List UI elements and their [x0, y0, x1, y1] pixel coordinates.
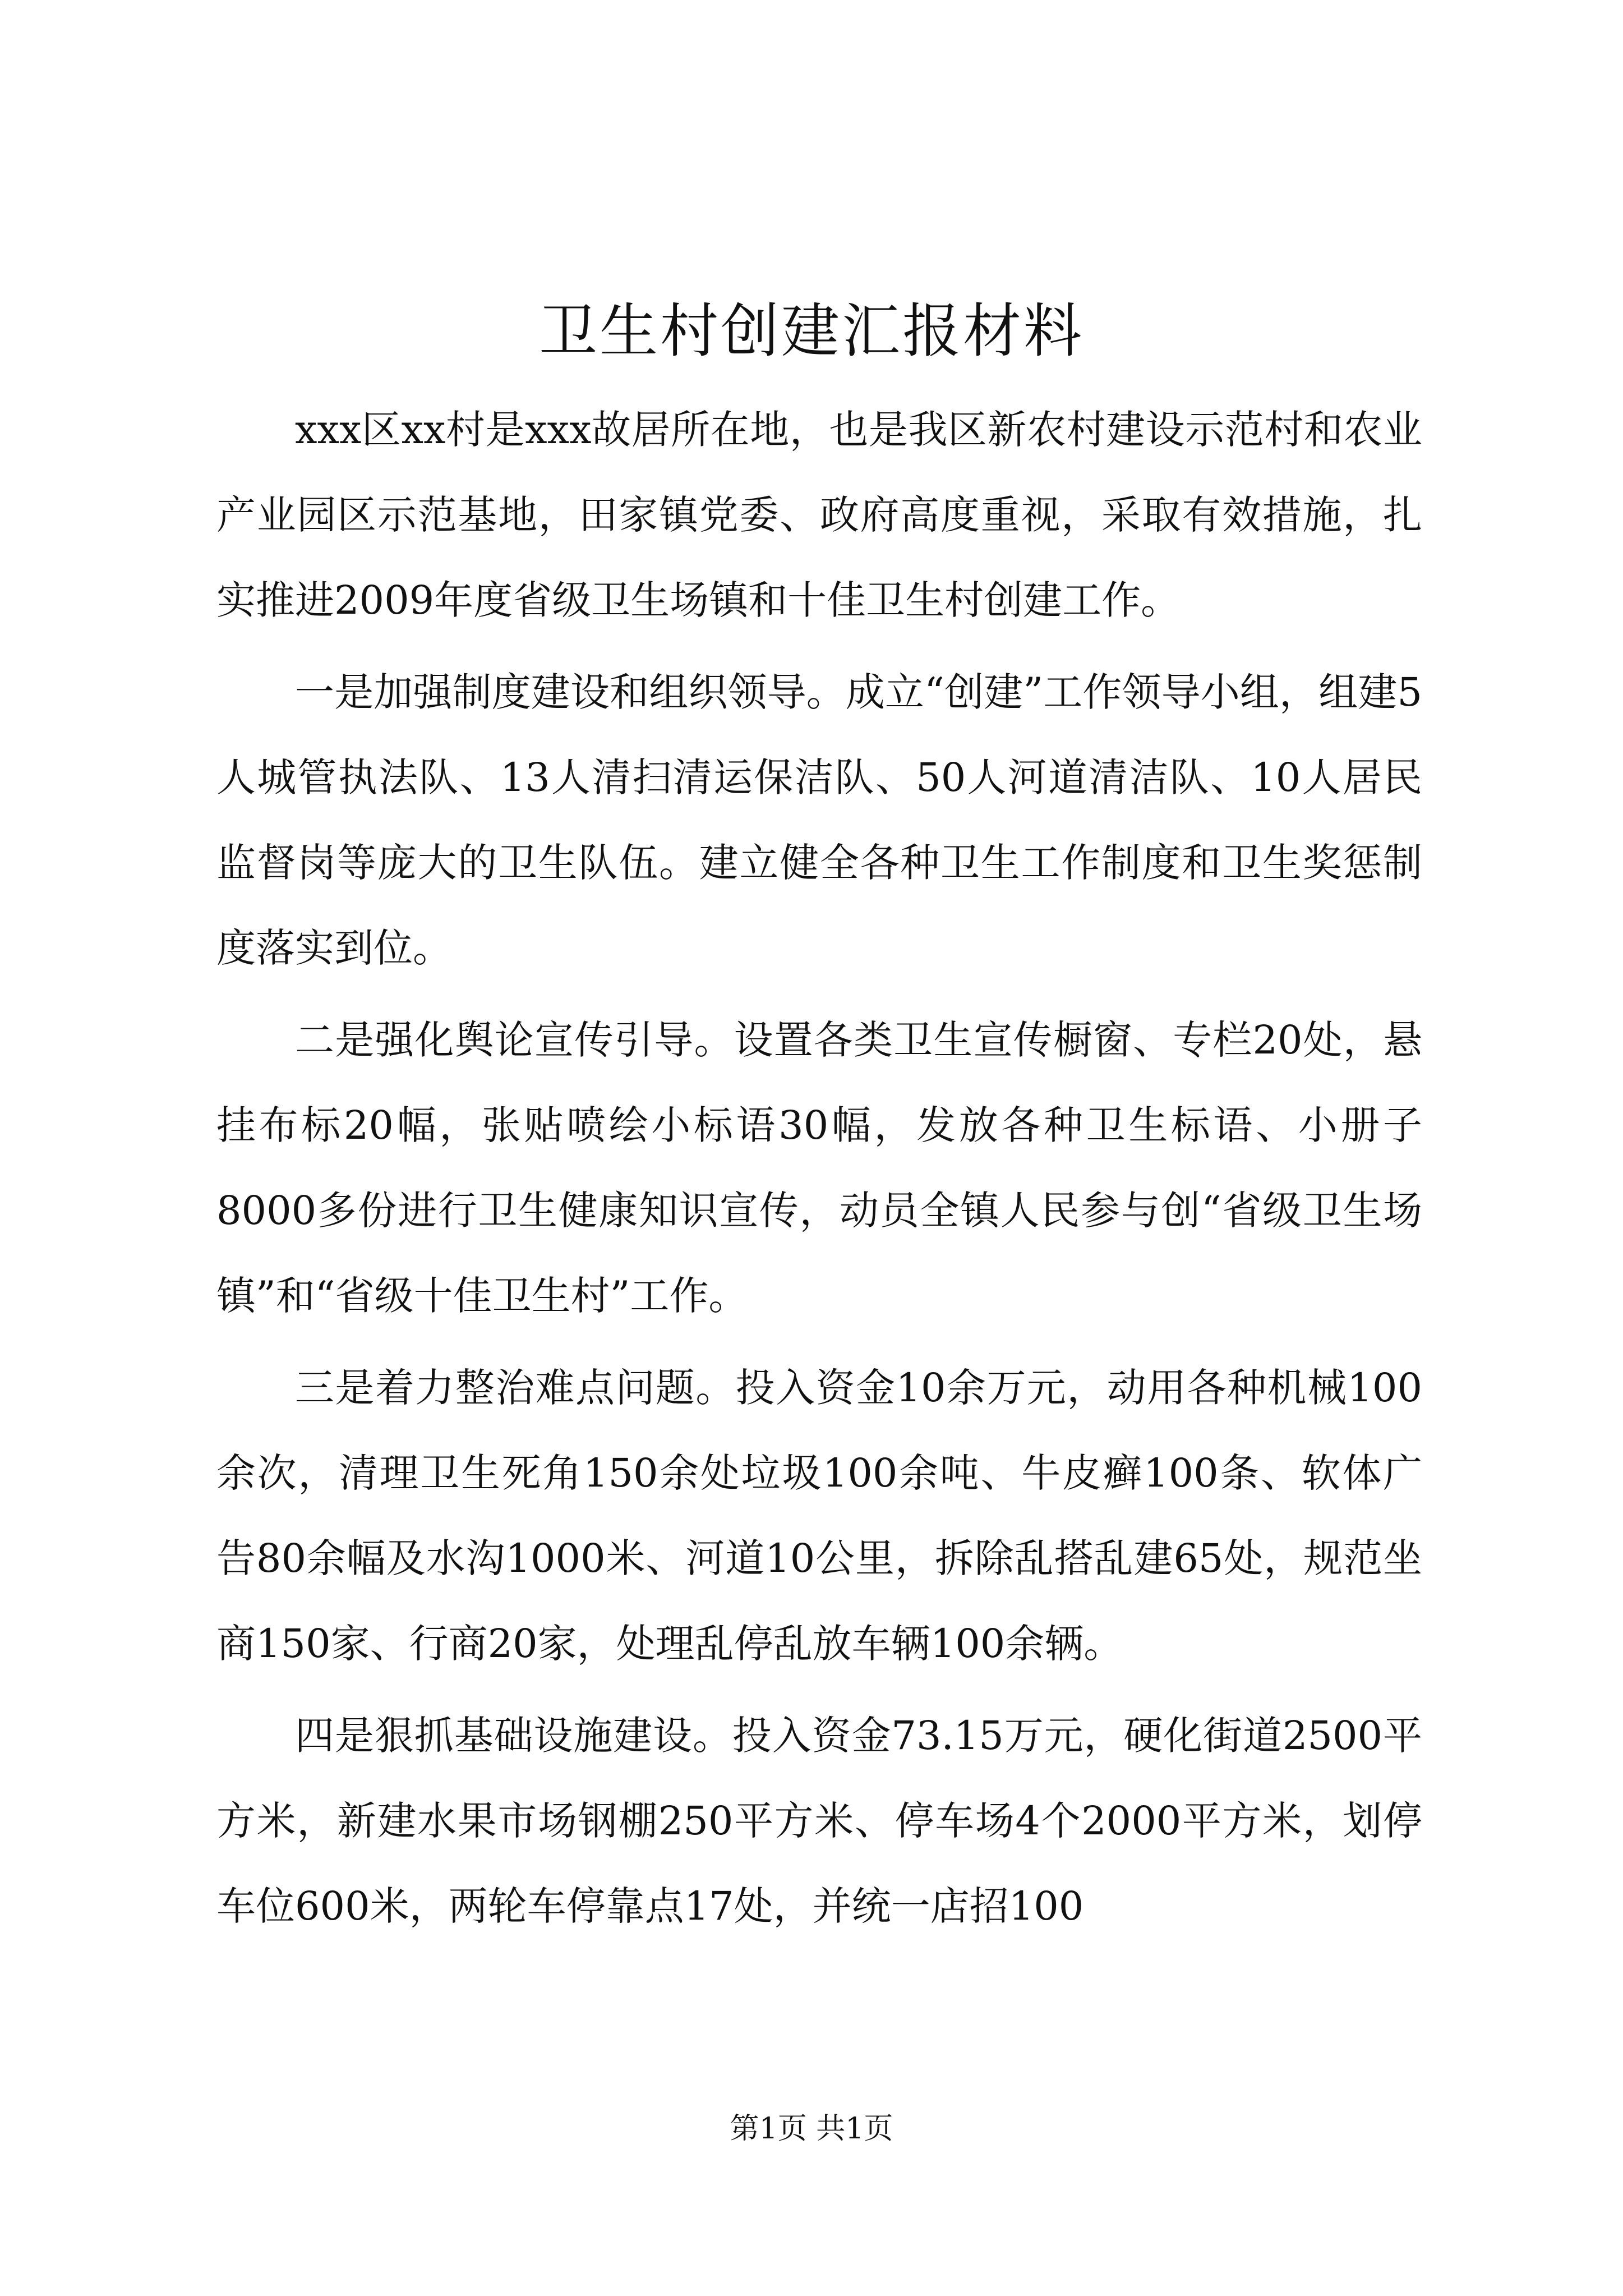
paragraph-rectification: 三是着力整治难点问题。投入资金10余万元，动用各种机械100余次，清理卫生死角150余处垃圾100余吨、牛皮癣100条、软体广告80余幅及水沟1000米、河道10公里，拆除乱搭乱建65处，规范坐商150家、行商20家，处理乱停乱放车辆100余辆。 — [216, 1365, 1422, 1667]
paragraph-organization: 一是加强制度建设和组织领导。成立“创建”工作领导小组，组建5人城管执法队、13人清扫清运保洁队、50人河道清洁队、10人居民监督岗等庞大的卫生队伍。建立健全各种卫生工作制度和卫生奖惩制度落实到位。 — [216, 669, 1422, 971]
document-title: 卫生村创建汇报材料 — [538, 297, 1084, 365]
document-body — [216, 387, 1422, 1955]
page-number-footer: 第1页 共1页 — [730, 2112, 893, 2146]
paragraph-infrastructure: 四是狠抓基础设施建设。投入资金73.15万元，硬化街道2500平方米，新建水果市场钢棚250平方米、停车场4个2000平方米，划停车位600米，两轮车停靠点17处，并统一店招100 — [216, 1713, 1422, 1929]
paragraph-publicity: 二是强化舆论宣传引导。设置各类卫生宣传橱窗、专栏20处，悬挂布标20幅，张贴喷绘小标语30幅，发放各种卫生标语、小册子8000多份进行卫生健康知识宣传，动员全镇人民参与创“省级卫生场镇”和“省级十佳卫生村”工作。 — [216, 1017, 1422, 1319]
paragraph-intro: xxx区xx村是xxx故居所在地，也是我区新农村建设示范村和农业产业园区示范基地，田家镇党委、政府高度重视，采取有效措施，扎实推进2009年度省级卫生场镇和十佳卫生村创建工作。 — [216, 407, 1422, 623]
